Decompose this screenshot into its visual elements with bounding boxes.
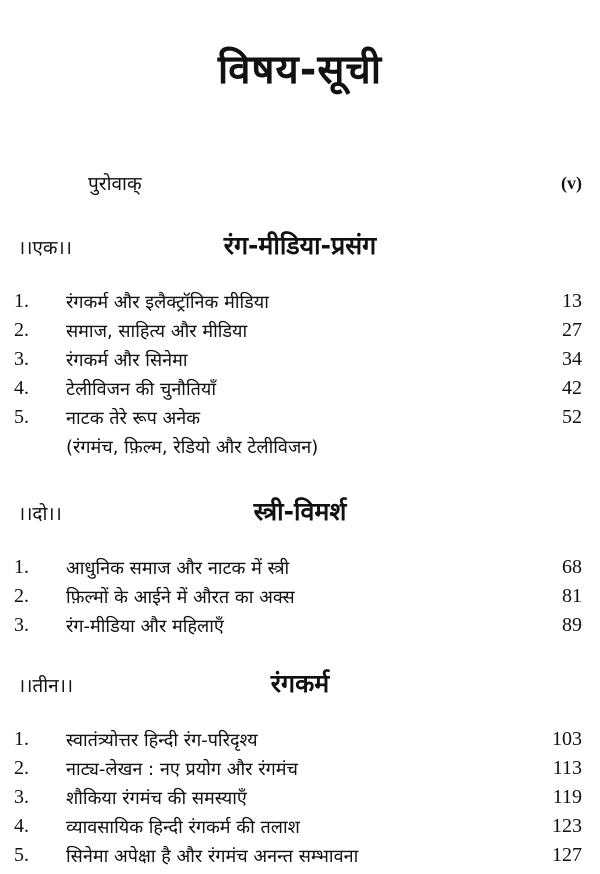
entry-number: 4. [14,377,29,399]
section-header [0,666,600,706]
entry-page-number: 34 [562,348,582,370]
entry-page-number: 13 [562,290,582,312]
toc-entry[interactable] [0,375,600,404]
page-title: विषय-सूची [217,47,383,93]
toc-entry-subtitle-row [0,433,600,462]
section-number: ।।दो।। [18,503,62,525]
toc-entry[interactable] [0,404,600,433]
entry-title: नाट्य-लेखन : नए प्रयोग और रंगमंच [66,759,298,780]
entry-number: 3. [14,614,29,636]
entry-page-number: 68 [562,556,582,578]
entry-number: 1. [14,728,29,750]
entry-number: 5. [14,406,29,428]
entry-subtitle: (रंगमंच, फ़िल्म, रेडियो और टेलीविजन) [66,437,319,458]
entry-page-number: 123 [552,815,582,837]
entry-page-number: 42 [562,377,582,399]
entry-title: टेलीविजन की चुनौतियाँ [66,379,216,400]
toc-entry[interactable] [0,346,600,375]
entry-page-number: 52 [562,406,582,428]
toc-entry[interactable] [0,612,600,641]
toc-entry[interactable] [0,726,600,755]
section-header [0,494,600,534]
toc-section-2 [0,494,600,641]
entry-title: स्वातंत्र्योत्तर हिन्दी रंग-परिदृश्य [66,730,258,751]
section-number: ।।एक।। [18,237,72,259]
toc-entry[interactable] [0,813,600,842]
toc-section-3 [0,666,600,871]
entry-number: 5. [14,844,29,866]
toc-entry[interactable] [0,288,600,317]
entry-page-number: 119 [552,786,582,808]
section-title: रंगकर्म [270,669,330,698]
toc-entry[interactable] [0,317,600,346]
entry-number: 4. [14,815,29,837]
entry-page-number: 27 [562,319,582,341]
toc-entry[interactable] [0,842,600,871]
entry-title: व्यावसायिक हिन्दी रंगकर्म की तलाश [66,817,300,838]
entry-title: समाज, साहित्य और मीडिया [66,321,248,342]
section-number: ।।तीन।। [18,675,74,697]
toc-section-1 [0,228,600,462]
entry-title: रंगकर्म और इलैक्ट्रॉनिक मीडिया [66,292,269,313]
entry-number: 3. [14,786,29,808]
entry-page-number: 103 [552,728,582,750]
preface-label: पुरोवाक् [88,173,142,195]
entry-number: 2. [14,585,29,607]
toc-entry[interactable] [0,583,600,612]
entry-page-number: 89 [562,614,582,636]
entry-number: 1. [14,556,29,578]
toc-entry[interactable] [0,784,600,813]
preface-page-number: (v) [561,172,582,193]
toc-entry[interactable] [0,755,600,784]
entry-title: रंगकर्म और सिनेमा [66,350,188,371]
entry-title: आधुनिक समाज और नाटक में स्त्री [66,558,290,579]
section-title: रंग-मीडिया-प्रसंग [223,231,377,260]
entry-title: शौकिया रंगमंच की समस्याएँ [66,788,247,809]
entry-title: सिनेमा अपेक्षा है और रंगमंच अनन्त सम्भावना [66,846,359,867]
entry-number: 2. [14,757,29,779]
toc-entry[interactable] [0,554,600,583]
entry-title: फ़िल्मों के आईने में औरत का अक्स [66,587,295,608]
entry-page-number: 127 [552,844,582,866]
entry-title: रंग-मीडिया और महिलाएँ [66,616,224,637]
entry-title: नाटक तेरे रूप अनेक [66,408,201,429]
section-header [0,228,600,268]
toc-entry-preface[interactable] [88,168,582,198]
entry-number: 1. [14,290,29,312]
entry-page-number: 113 [552,757,582,779]
section-title: स्त्री-विमर्श [253,497,347,526]
entry-number: 2. [14,319,29,341]
entry-page-number: 81 [562,585,582,607]
entry-number: 3. [14,348,29,370]
